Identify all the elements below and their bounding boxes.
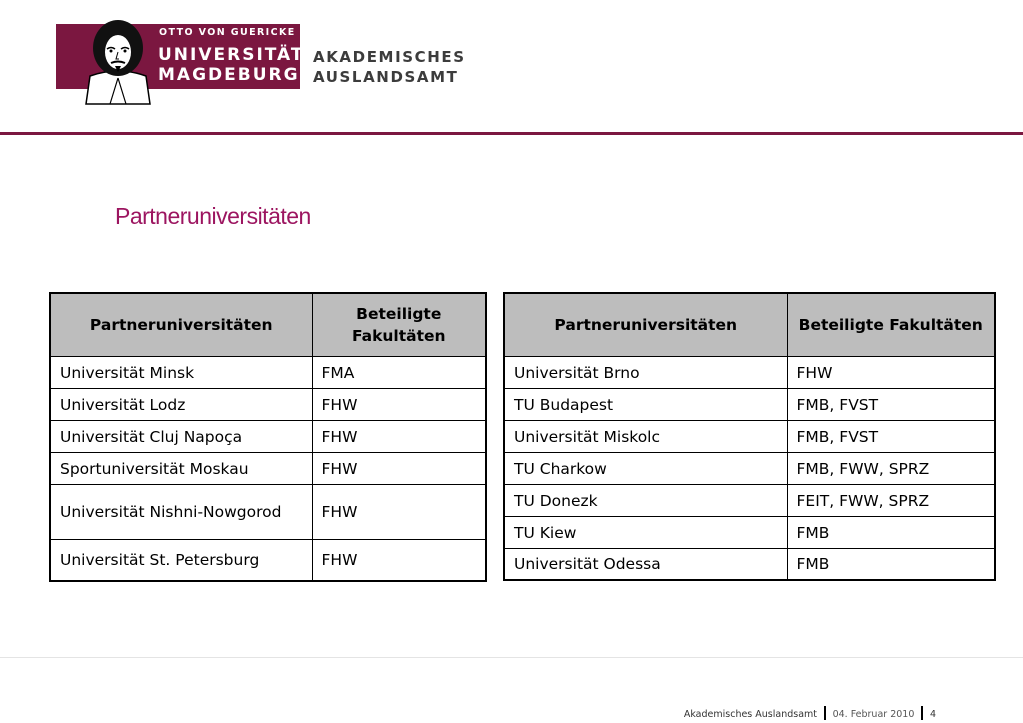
faculty-cell: FMB, FVST xyxy=(787,389,995,421)
table-row xyxy=(504,357,995,389)
table-row xyxy=(504,421,995,453)
table-row xyxy=(504,517,995,549)
logo-line-1: OTTO VON GUERICKE xyxy=(159,27,296,38)
column-header-faculties: Beteiligte Fakultäten xyxy=(787,293,995,357)
department-line-1: AKADEMISCHES xyxy=(313,48,466,66)
table-row xyxy=(504,453,995,485)
page-title: Partneruniversitäten xyxy=(115,203,311,229)
faculty-cell: FHW xyxy=(312,485,486,540)
table-row xyxy=(50,389,486,421)
table-row xyxy=(50,540,486,582)
faculty-cell: FHW xyxy=(312,389,486,421)
table-row xyxy=(50,421,486,453)
university-cell: Universität Minsk xyxy=(50,357,312,389)
table-header-row xyxy=(504,293,995,357)
faculty-cell: FMB, FWW, SPRZ xyxy=(787,453,995,485)
faculty-cell: FHW xyxy=(312,453,486,485)
partner-table-left xyxy=(49,292,487,582)
faculty-cell: FMB, FVST xyxy=(787,421,995,453)
university-cell: TU Budapest xyxy=(504,389,787,421)
faculty-cell: FEIT, FWW, SPRZ xyxy=(787,485,995,517)
department-name xyxy=(313,47,466,87)
footer-org: Akademisches Auslandsamt xyxy=(683,709,818,720)
header-divider xyxy=(0,132,1023,135)
footer-separator xyxy=(824,706,826,720)
column-header-faculties: Beteiligte Fakultäten xyxy=(312,293,486,357)
department-line-2: AUSLANDSAMT xyxy=(313,68,459,86)
university-cell: TU Kiew xyxy=(504,517,787,549)
table-header-row xyxy=(50,293,486,357)
university-cell: Universität Cluj Napoça xyxy=(50,421,312,453)
table-row xyxy=(504,549,995,581)
footer xyxy=(684,706,936,720)
table-row xyxy=(504,485,995,517)
column-header-university: Partneruniversitäten xyxy=(50,293,312,357)
university-cell: Universität Miskolc xyxy=(504,421,787,453)
university-cell: TU Donezk xyxy=(504,485,787,517)
footer-date: 04. Februar 2010 xyxy=(832,709,915,720)
table-row xyxy=(50,485,486,540)
footer-separator xyxy=(921,706,923,720)
university-cell: Universität Odessa xyxy=(504,549,787,581)
university-cell: Sportuniversität Moskau xyxy=(50,453,312,485)
university-cell: TU Charkow xyxy=(504,453,787,485)
faculty-cell: FHW xyxy=(312,421,486,453)
faculty-cell: FMA xyxy=(312,357,486,389)
university-cell: Universität Lodz xyxy=(50,389,312,421)
logo-line-3: MAGDEBURG xyxy=(158,65,300,85)
university-logo xyxy=(56,24,305,89)
partner-table-right xyxy=(503,292,996,581)
faculty-cell: FMB xyxy=(787,517,995,549)
table-row xyxy=(504,389,995,421)
table-row xyxy=(50,453,486,485)
faculty-cell: FHW xyxy=(787,357,995,389)
column-header-university: Partneruniversitäten xyxy=(504,293,787,357)
logo-line-2: UNIVERSITÄT xyxy=(158,45,305,65)
university-cell: Universität Nishni-Nowgorod xyxy=(50,485,312,540)
faculty-cell: FMB xyxy=(787,549,995,581)
university-cell: Universität St. Petersburg xyxy=(50,540,312,582)
table-row xyxy=(50,357,486,389)
faculty-cell: FHW xyxy=(312,540,486,582)
footer-divider xyxy=(0,657,1023,658)
guericke-portrait-icon xyxy=(80,18,156,106)
university-cell: Universität Brno xyxy=(504,357,787,389)
page-number: 4 xyxy=(929,709,936,720)
